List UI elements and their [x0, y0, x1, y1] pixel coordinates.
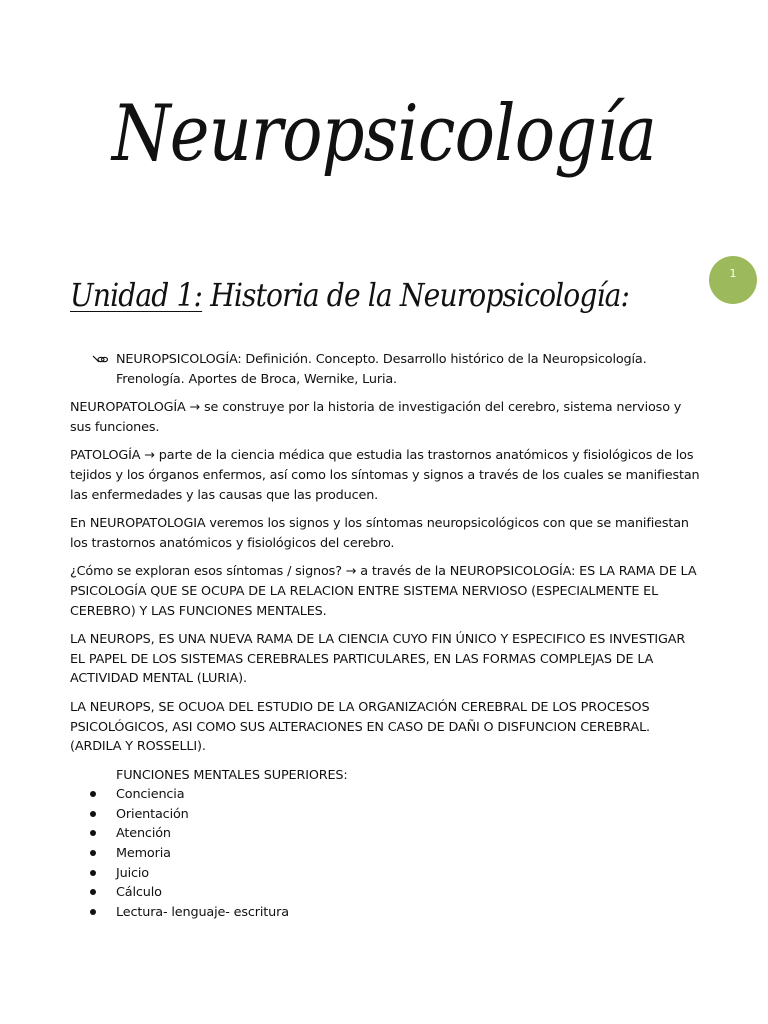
functions-heading: FUNCIONES MENTALES SUPERIORES: — [116, 767, 348, 783]
dot-bullet-icon — [70, 844, 116, 864]
paragraph-exploracion: ¿Cómo se exploran esos síntomas / signos? → a través de la NEUROPSICOLOGÍA: ES LA RAMA DE LA PSICOLOGÍA QUE SE OCUPA DE LA RELACION ENTRE SISTEMA NERVIOSO (ESPECIALMENTE EL CEREBRO) Y LAS FUNCIONES MENTALES. — [70, 564, 697, 619]
dot-bullet-icon — [70, 883, 116, 903]
document-body — [70, 350, 700, 922]
dot-bullet-icon — [70, 785, 116, 805]
paragraph-signos-sintomas: En NEUROPATOLOGIA veremos los signos y los síntomas neuropsicológicos con que se manifiestan los trastornos anatómicos y fisiológicos del cerebro. — [70, 516, 689, 551]
dot-bullet-icon — [70, 864, 116, 884]
dot-bullet-icon — [70, 805, 116, 825]
unit-heading — [70, 275, 630, 317]
list-item: Memoria — [70, 844, 700, 864]
unit-title: Historia de la Neuropsicología: — [202, 276, 630, 314]
list-item: Atención — [70, 824, 700, 844]
list-item: Cálculo — [70, 883, 700, 903]
functions-list — [70, 785, 700, 922]
paragraph-patologia: PATOLOGÍA → parte de la ciencia médica que estudia las trastornos anatómicos y fisiológicos de los tejidos y los órganos enfermos, así como los síntomas y signos a través de los cuales se manifiestan las enfermedades y las causas que las producen. — [70, 448, 700, 503]
unit-label: Unidad 1: — [70, 276, 203, 314]
page-number-badge: 1 — [709, 256, 757, 304]
list-item: Orientación — [70, 805, 700, 825]
list-item: Conciencia — [70, 785, 700, 805]
dot-bullet-icon — [70, 824, 116, 844]
document-title: Neuropsicología — [111, 89, 657, 179]
topics-item — [92, 350, 700, 389]
list-item: Lectura- lenguaje- escritura — [70, 903, 700, 923]
paragraph-ardila-rosselli: LA NEUROPS, SE OCUOA DEL ESTUDIO DE LA ORGANIZACIÓN CEREBRAL DE LOS PROCESOS PSICOLÓGICOS, ASI COMO SUS ALTERACIONES EN CASO DE DAÑI O DISFUNCION CEREBRAL. (ARDILA Y ROSSELLI). — [70, 699, 650, 755]
paragraph-luria: LA NEUROPS, ES UNA NUEVA RAMA DE LA CIENCIA CUYO FIN ÚNICO Y ESPECIFICO ES INVESTIGAR EL PAPEL DE LOS SISTEMAS CEREBRALES PARTICULARES, EN LAS FORMAS COMPLEJAS DE LA ACTIVIDAD MENTAL (LURIA). — [70, 632, 686, 687]
topics-text: NEUROPSICOLOGÍA: Definición. Concepto. Desarrollo histórico de la Neuropsicología. Frenología. Aportes de Broca, Wernike, Luria. — [116, 352, 647, 387]
paragraph-neuropatologia: NEUROPATOLOGÍA → se construye por la historia de investigación del cerebro, sistema nervioso y sus funciones. — [70, 400, 682, 435]
list-item: Juicio — [70, 864, 700, 884]
dot-bullet-icon — [70, 903, 116, 923]
link-bullet-icon — [92, 350, 116, 389]
